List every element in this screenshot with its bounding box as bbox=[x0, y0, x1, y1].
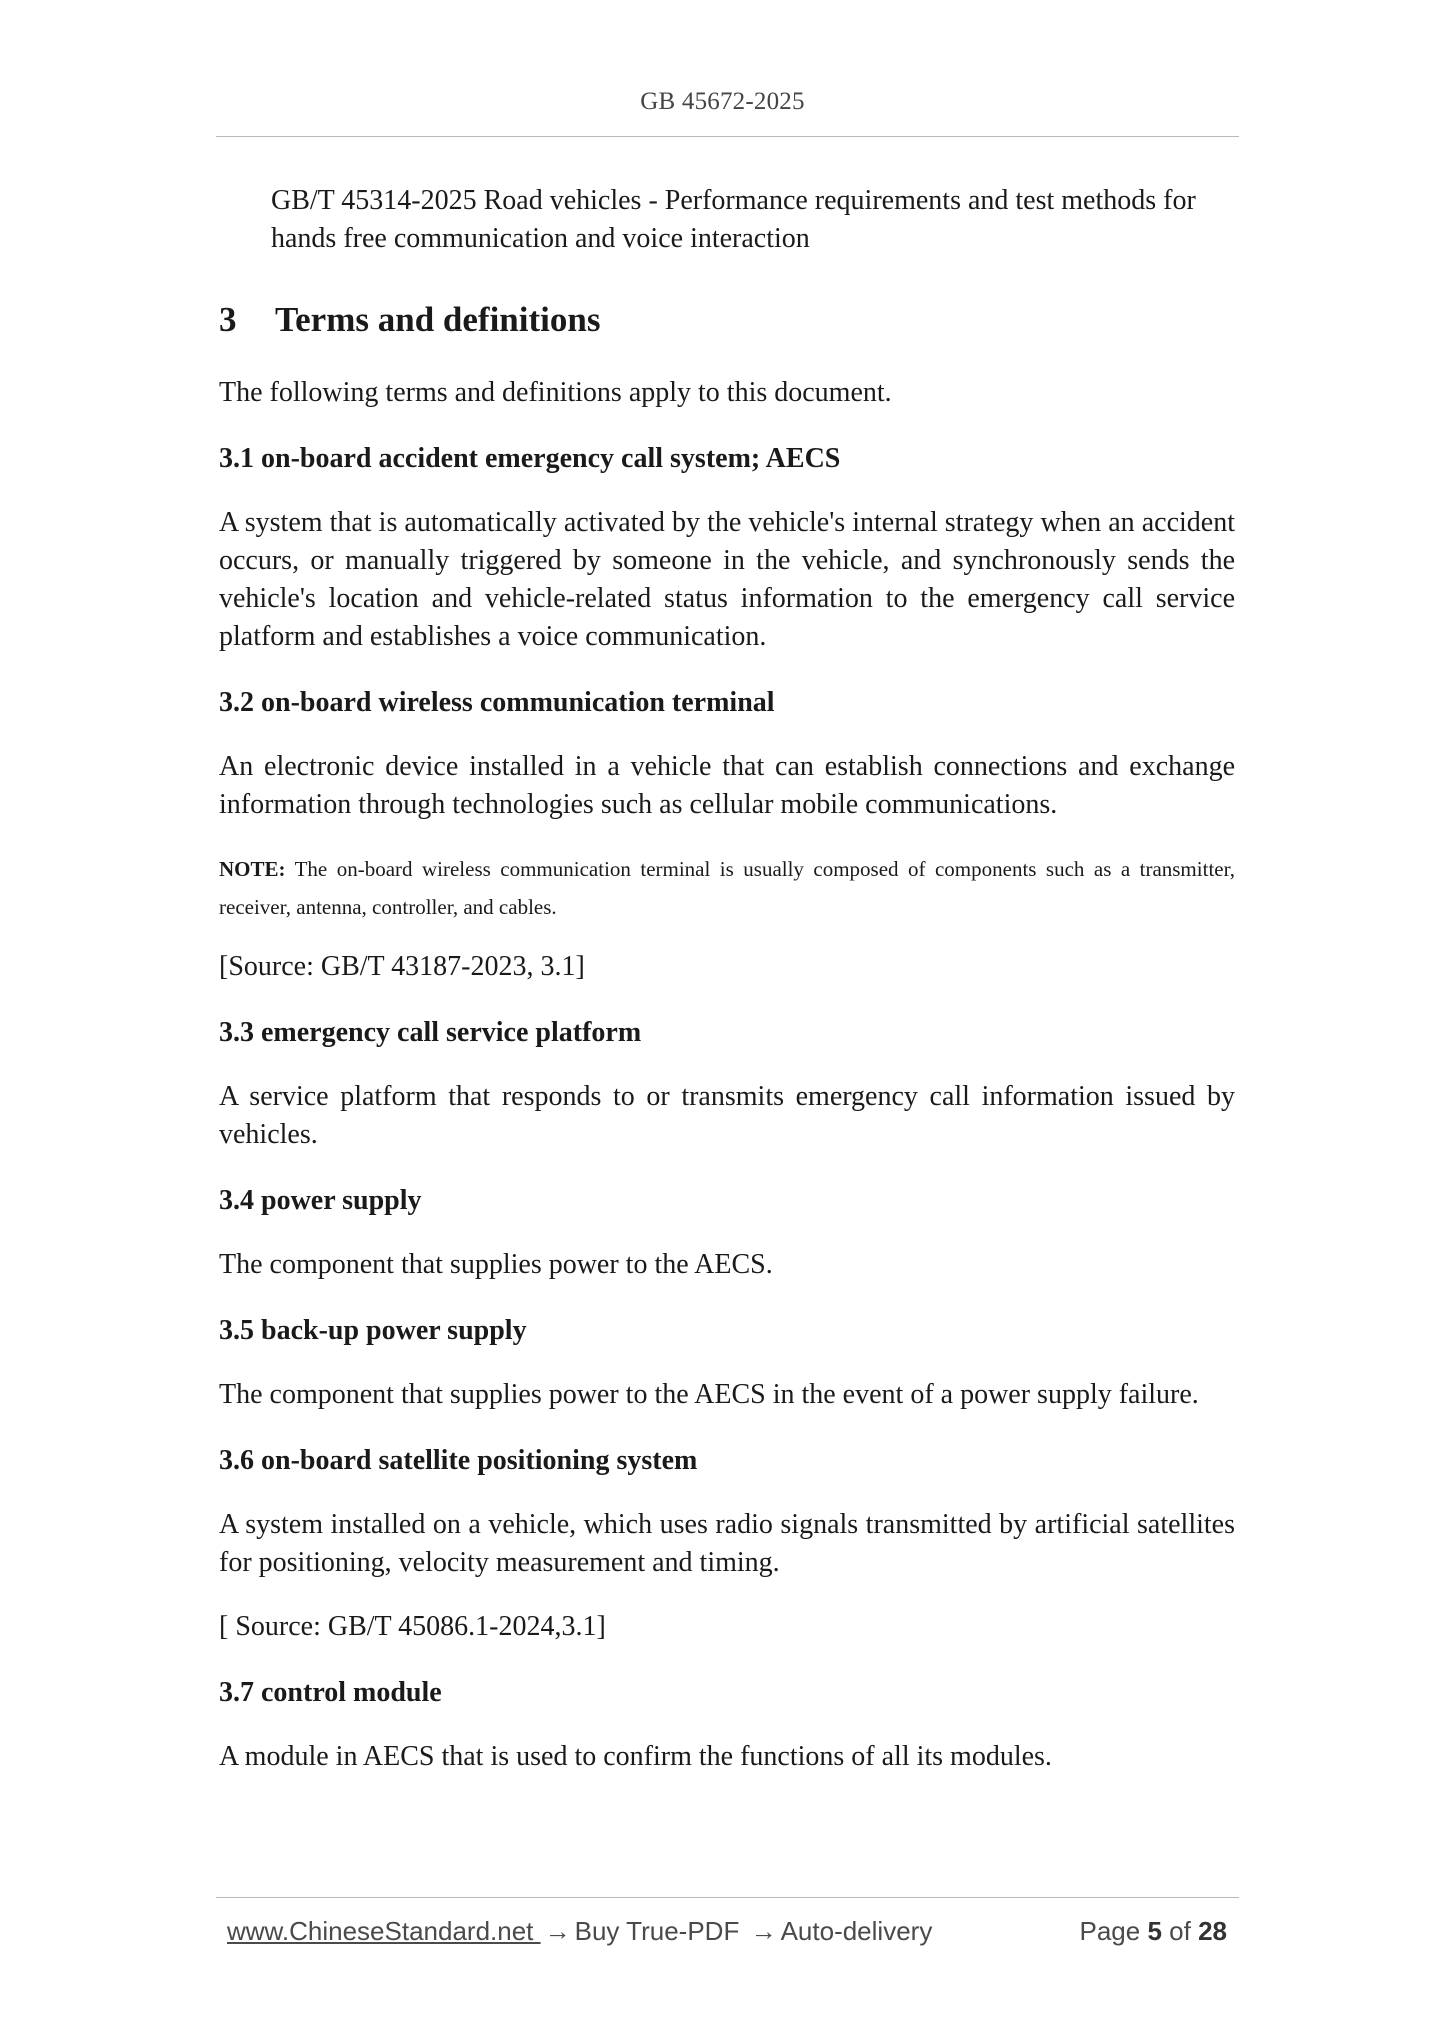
term-heading: 3.3 emergency call service platform bbox=[219, 1017, 642, 1048]
term-heading: 3.7 control module bbox=[219, 1677, 442, 1708]
section-intro: The following terms and definitions apply to this document. bbox=[219, 377, 892, 408]
page-content bbox=[219, 182, 1235, 1776]
page-number bbox=[1079, 1916, 1227, 1947]
term-definition: The component that supplies power to the AECS in the event of a power supply failure. bbox=[219, 1379, 1199, 1410]
term-definition: A system installed on a vehicle, which uses radio signals transmitted by artificial satellites for positioning, velocity measurement and timing. bbox=[219, 1509, 1235, 1578]
arrow-right-icon: → bbox=[750, 1916, 777, 1946]
term-heading: 3.4 power supply bbox=[219, 1185, 422, 1216]
auto-delivery-text: Auto-delivery bbox=[780, 1916, 933, 1946]
term-definition: A system that is automatically activated by the vehicle's internal strategy when an accident occurs, or manually triggered by someone in the vehicle, and synchronously sends the vehicle's location and vehicle-related status information to the emergency call service platform and establishes a voice communication. bbox=[219, 507, 1235, 652]
chinesestandard-link[interactable]: www.ChineseStandard.net bbox=[227, 1916, 541, 1946]
page-label: Page bbox=[1079, 1916, 1141, 1946]
note-text: The on-board wireless communication terminal is usually composed of components such as a transmitter, receiver, antenna, controller, and cables. bbox=[219, 857, 1235, 919]
arrow-right-icon: → bbox=[544, 1916, 571, 1946]
term-source: [Source: GB/T 43187-2023, 3.1] bbox=[219, 951, 585, 982]
reference-line-1: GB/T 45314-2025 Road vehicles - Performance requirements and test methods for bbox=[271, 185, 1196, 216]
term-source: [ Source: GB/T 45086.1-2024,3.1] bbox=[219, 1611, 606, 1642]
term-definition: A service platform that responds to or transmits emergency call information issued by vehicles. bbox=[219, 1081, 1235, 1150]
term-note bbox=[219, 850, 1235, 926]
section-heading bbox=[219, 300, 1235, 340]
section-number: 3 bbox=[219, 300, 237, 339]
term-definition: A module in AECS that is used to confirm the functions of all its modules. bbox=[219, 1741, 1052, 1772]
term-definition: An electronic device installed in a vehicle that can establish connections and exchange information through technologies such as cellular mobile communications. bbox=[219, 751, 1235, 820]
header-divider bbox=[216, 136, 1239, 137]
section-title: Terms and definitions bbox=[275, 300, 601, 339]
page-total: 28 bbox=[1198, 1916, 1227, 1946]
term-definition: The component that supplies power to the AECS. bbox=[219, 1249, 773, 1280]
term-heading: 3.5 back-up power supply bbox=[219, 1315, 527, 1346]
footer-divider bbox=[216, 1897, 1239, 1898]
buy-true-pdf-text: Buy True-PDF bbox=[574, 1916, 740, 1946]
page-footer bbox=[227, 1916, 1227, 1947]
term-heading: 3.6 on-board satellite positioning system bbox=[219, 1445, 698, 1476]
term-heading: 3.1 on-board accident emergency call system; AECS bbox=[219, 443, 841, 474]
page-of: of bbox=[1169, 1916, 1191, 1946]
note-label: NOTE: bbox=[219, 857, 286, 881]
normative-reference bbox=[271, 182, 1235, 258]
footer-links bbox=[227, 1916, 932, 1947]
document-number-header: GB 45672-2025 bbox=[640, 88, 805, 115]
reference-line-2: hands free communication and voice interaction bbox=[271, 223, 810, 254]
term-heading: 3.2 on-board wireless communication terminal bbox=[219, 687, 775, 718]
page-current: 5 bbox=[1147, 1916, 1162, 1946]
